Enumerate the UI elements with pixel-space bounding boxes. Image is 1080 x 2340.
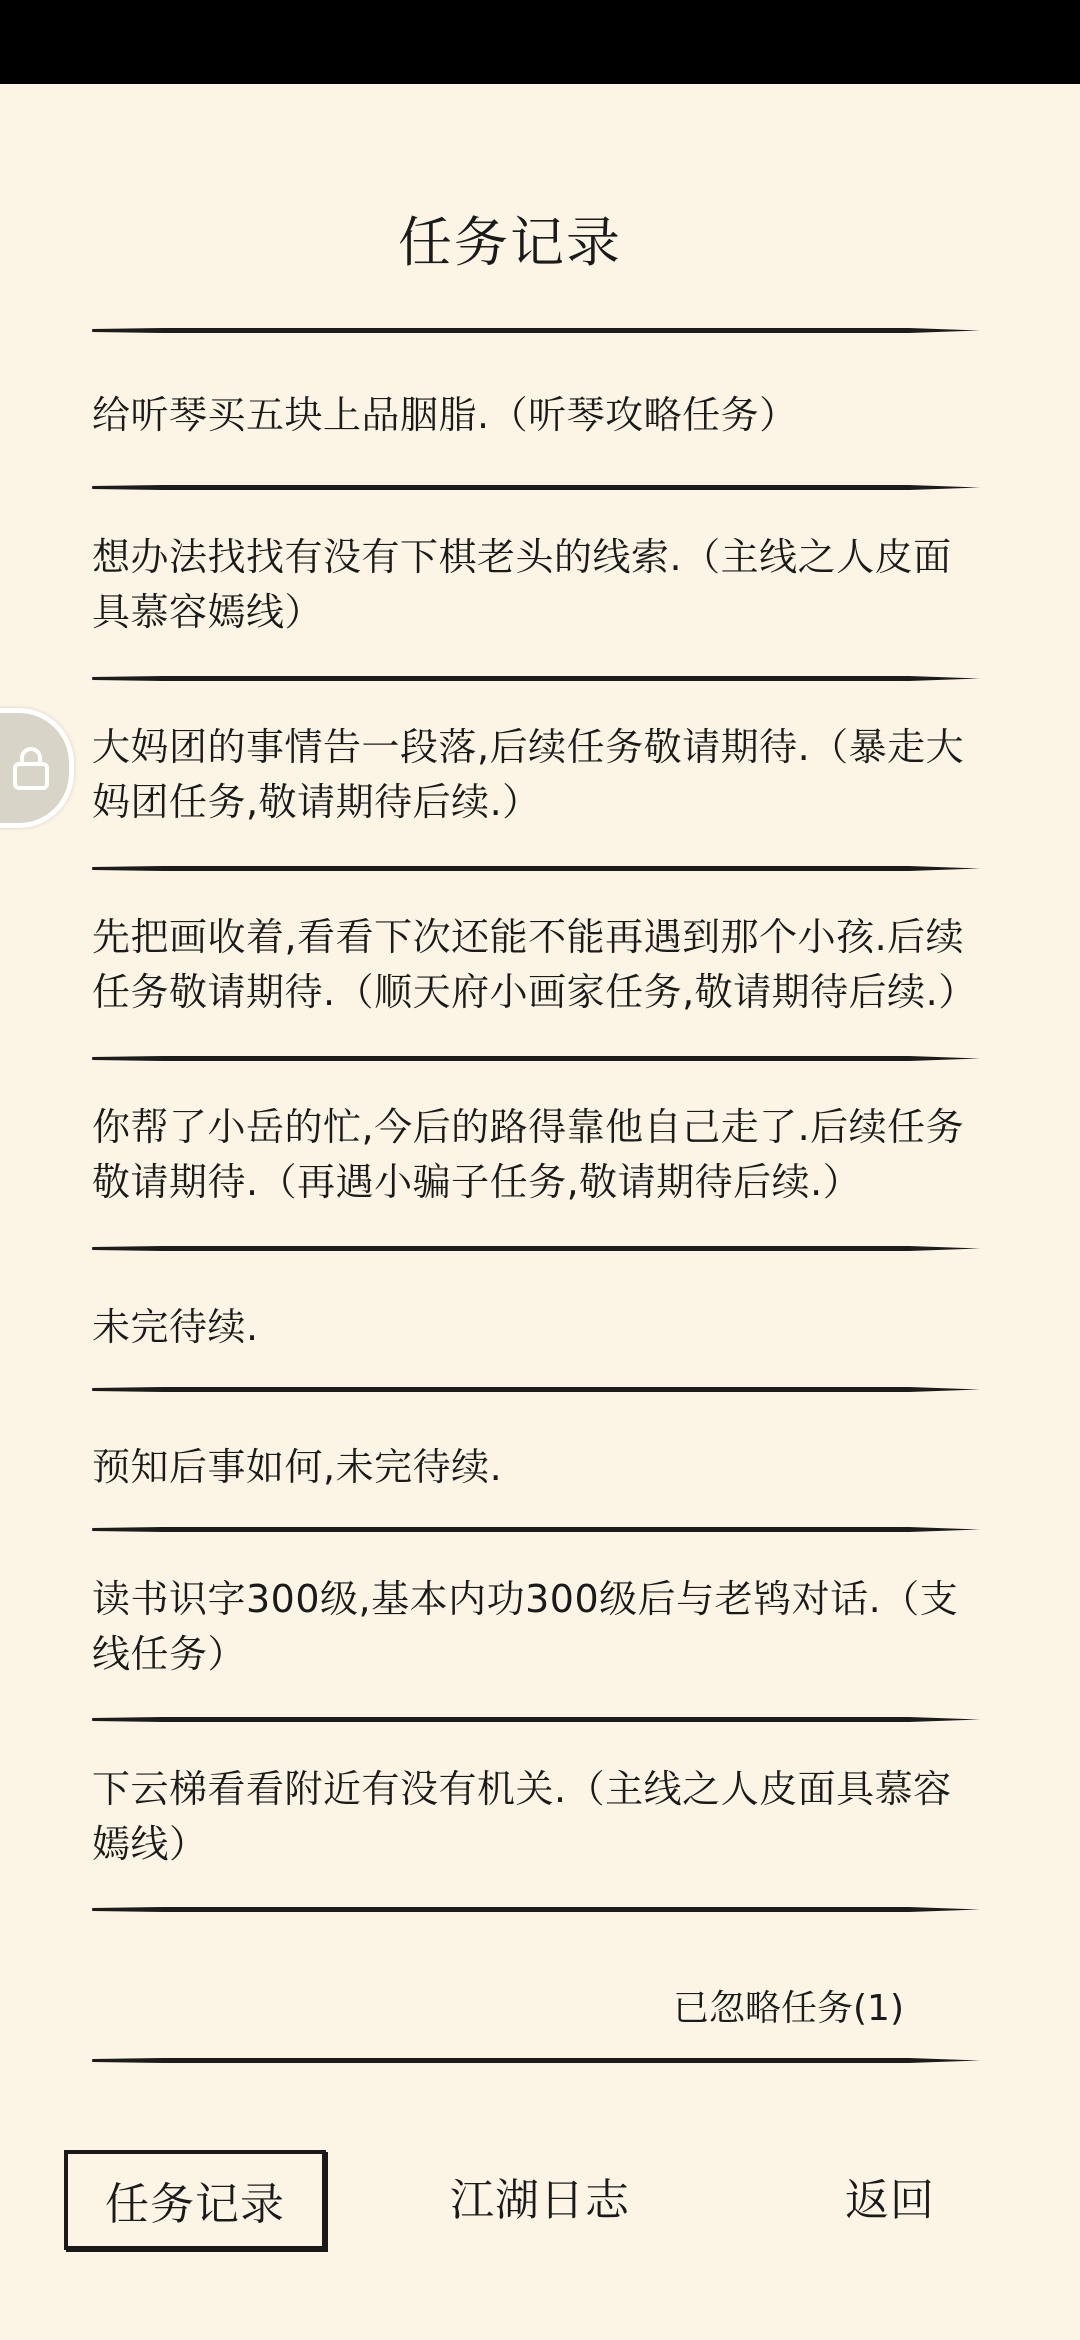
task-item-3[interactable]: 大妈团的事情告一段落,后续任务敬请期待.（暴走大妈团任务,敬请期待后续.） <box>92 725 965 824</box>
tab-jianghu-journal[interactable]: 江湖日志 <box>450 2175 630 2226</box>
floating-assistant-handle[interactable] <box>0 708 74 828</box>
task-item-2[interactable]: 想办法找找有没有下棋老头的线索.（主线之人皮面具慕容嫣线） <box>92 535 952 634</box>
task-item-4[interactable]: 先把画收着,看看下次还能不能再遇到那个小孩.后续任务敬请期待.（顺天府小画家任务,敬请期待后续.） <box>92 915 977 1014</box>
status-bar <box>0 0 1080 84</box>
divider <box>92 676 980 681</box>
divider <box>92 1717 980 1722</box>
task-item-6[interactable]: 未完待续. <box>92 1305 259 1349</box>
divider <box>92 1527 980 1532</box>
divider <box>92 485 980 490</box>
ignored-tasks-link[interactable]: 已忽略任务(1) <box>673 1988 904 2029</box>
divider <box>92 2058 980 2063</box>
lock-icon <box>11 746 51 790</box>
task-item-9[interactable]: 下云梯看看附近有没有机关.（主线之人皮面具慕容嫣线） <box>92 1767 952 1866</box>
divider <box>92 866 980 871</box>
tab-task-records[interactable]: 任务记录 <box>64 2150 326 2250</box>
divider <box>92 328 980 333</box>
page-title: 任务记录 <box>398 211 622 274</box>
task-item-5[interactable]: 你帮了小岳的忙,今后的路得靠他自己走了.后续任务敬请期待.（再遇小骗子任务,敬请期待后续.） <box>92 1105 965 1204</box>
divider <box>92 1387 980 1392</box>
task-item-8[interactable]: 读书识字300级,基本内功300级后与老鸨对话.（支线任务） <box>92 1577 959 1676</box>
back-button[interactable]: 返回 <box>845 2175 935 2226</box>
task-item-7[interactable]: 预知后事如何,未完待续. <box>92 1445 503 1489</box>
divider <box>92 1907 980 1912</box>
bottom-nav <box>0 2150 1080 2250</box>
divider <box>92 1246 980 1251</box>
task-item-1[interactable]: 给听琴买五块上品胭脂.（听琴攻略任务） <box>92 393 798 437</box>
divider <box>92 1056 980 1061</box>
